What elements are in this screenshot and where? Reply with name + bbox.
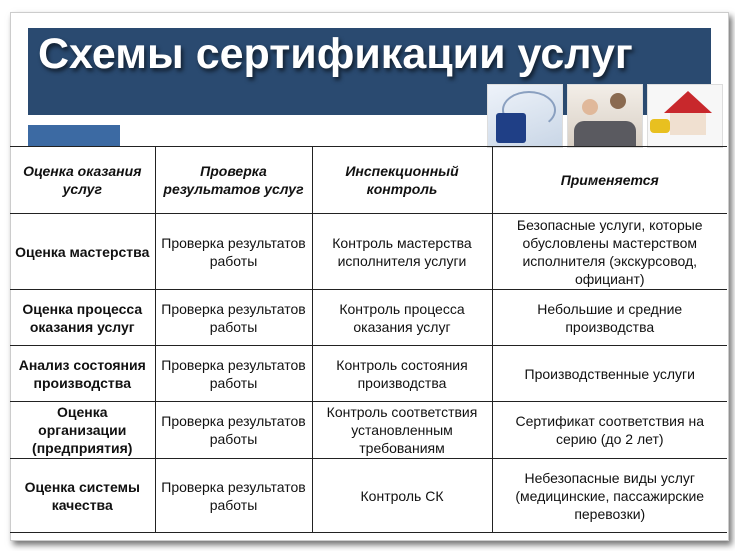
accent-bar (28, 125, 120, 146)
header-cell: Применяется (492, 147, 727, 214)
table-cell: Проверка результатов работы (155, 402, 312, 459)
table-cell: Безопасные услуги, которые обусловлены мастерством исполнителя (экскурсовод, официант) (492, 214, 727, 290)
slide-title: Схемы сертификации услуг (38, 30, 633, 78)
table-cell: Контроль процесса оказания услуг (312, 290, 492, 346)
transport-network-image (487, 84, 563, 148)
header-cell: Оценка оказания услуг (10, 147, 155, 214)
table-cell: Оценка системы качества (10, 459, 155, 533)
table-cell: Оценка процесса оказания услуг (10, 290, 155, 346)
table-cell: Небезопасные виды услуг (медицинские, пассажирские перевозки) (492, 459, 727, 533)
table-cell: Контроль СК (312, 459, 492, 533)
table-cell: Контроль состояния производства (312, 346, 492, 402)
table-cell: Проверка результатов работы (155, 459, 312, 533)
illustrations (487, 84, 723, 148)
household-services-image (647, 84, 723, 148)
table-cell: Оценка организации (предприятия) (10, 402, 155, 459)
table-cell: Контроль соответствия установленным требованиям (312, 402, 492, 459)
certification-schemes-table (10, 146, 727, 533)
table-cell: Оценка мастерства (10, 214, 155, 290)
table-cell: Небольшие и средние производства (492, 290, 727, 346)
header-cell: Проверка результатов услуг (155, 147, 312, 214)
table-row (10, 214, 727, 290)
table-cell: Анализ состояния производства (10, 346, 155, 402)
table-cell: Контроль мастерства исполнителя услуги (312, 214, 492, 290)
table-row (10, 402, 727, 459)
table-cell: Сертификат соответствия на серию (до 2 лет) (492, 402, 727, 459)
consultation-image (567, 84, 643, 148)
header-cell: Инспекционный контроль (312, 147, 492, 214)
table-cell: Проверка результатов работы (155, 290, 312, 346)
table-header-row (10, 147, 727, 214)
table-cell: Проверка результатов работы (155, 214, 312, 290)
table-row (10, 290, 727, 346)
table-cell: Производственные услуги (492, 346, 727, 402)
table-cell: Проверка результатов работы (155, 346, 312, 402)
table-row (10, 346, 727, 402)
table-row (10, 459, 727, 533)
